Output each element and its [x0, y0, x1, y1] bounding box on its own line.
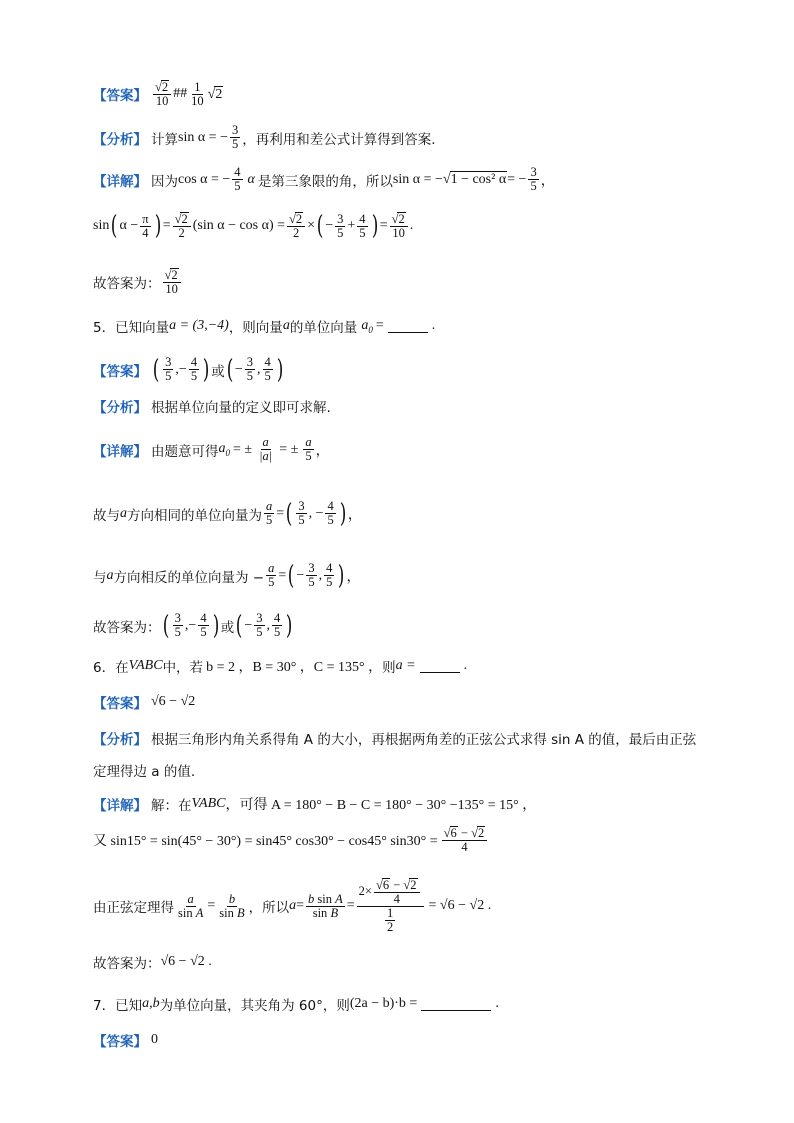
text: 解：在	[151, 798, 192, 814]
conclusion-text: 故答案为：	[93, 276, 161, 293]
math-expr: ×	[307, 218, 316, 234]
math-expr: (sin α − cos α) =	[192, 218, 286, 234]
analysis-text: 根据单位向量的定义即可求解.	[151, 400, 331, 416]
math-expr: VABC	[128, 658, 163, 673]
punctuation: .	[431, 318, 436, 333]
answer-blank	[421, 998, 491, 1011]
q5-conclusion-line: 故答案为： ( $\frac{3}{5}$ ,− $\frac{4}{5}$ ) 或 ( − $\frac{3}{5}$ , $\frac{4}{5}$ )	[93, 610, 293, 641]
q6-analysis-line-2	[93, 760, 195, 780]
q5-stem-line: 5．已知向量 a = (3,−4) ，则向量 a 的单位向量 $a_0$ = .	[93, 317, 436, 336]
fraction: $\frac{√2}{10}$	[163, 268, 181, 296]
question-text: 7．已知	[93, 998, 143, 1014]
answer-blank	[420, 660, 460, 673]
q4-conclusion-line	[93, 268, 183, 296]
q6-detail-line	[93, 794, 536, 814]
math-expr: sin	[93, 218, 110, 234]
fraction: $\frac{3}{5}$	[530, 165, 537, 194]
answer-blank	[388, 320, 428, 333]
fraction: $\frac{1}{10}$	[191, 79, 204, 108]
question-text: 中，若	[162, 660, 204, 676]
question-text: ，则向量	[228, 320, 283, 336]
q5-detail-line: 【详解】 由题意可得 $a_0$ = ± $\frac{a}{|a|}$ = ± $\frac{a}{5}$ ，	[93, 435, 330, 464]
radical: √2	[207, 86, 223, 102]
question-text: 的单位向量	[289, 320, 358, 336]
conclusion-value: √6 − √2 .	[160, 954, 212, 969]
text: 由正弦定理得	[93, 900, 174, 917]
analysis-tag: 【分析】	[93, 131, 147, 148]
text: 计算	[151, 131, 178, 148]
question-text: 5．已知向量	[93, 320, 170, 336]
q6-analysis-line	[93, 728, 696, 748]
q4-detail-line: 【详解】 因为 cos α = − $\frac{4}{5}$ α 是第三象限的角，所以 sin α = − √1 − cos² α = − $\frac{3}{5}$ ，	[93, 165, 555, 194]
text: 是第三象限的角，所以	[257, 173, 393, 190]
fraction: $\frac{\pi}{4}$	[142, 211, 149, 240]
q6-answer-line	[93, 692, 195, 712]
math-expr: = ±	[233, 441, 253, 457]
q7-answer-line	[93, 1030, 158, 1050]
question-text: 则	[382, 660, 396, 676]
text: 因为	[151, 173, 178, 190]
math-expr: b = 2 ，B = 30° ，C = 135° ，	[206, 660, 383, 675]
analysis-text: 定理得边 a 的值.	[93, 764, 196, 780]
q6-stem-line	[93, 656, 467, 676]
math-expr: sin α = −	[178, 129, 228, 145]
text: 方向相同的单位向量为	[127, 507, 262, 524]
punctuation: .	[495, 996, 499, 1011]
q6-detail-line-3: 由正弦定理得 $\frac{a}{\text{sin A}}$ = $\frac{b}{\text{sin B}}$ ，所以 a = $\frac{\text{b sin A}}{\text{sin B}}$ = 2× $\frac{√6 - √2}{4}$ $\frac{1}{2}$ = √6 − √2 .	[93, 878, 492, 935]
detail-tag: 【详解】	[93, 173, 147, 190]
q5-answer-line: 【答案】 ( $\frac{3}{5}$ ,− $\frac{4}{5}$ ) 或 ( − $\frac{3}{5}$ , $\frac{4}{5}$ )	[93, 354, 284, 385]
q4-derivation-line: sin ( α − $\frac{\pi}{4}$ ) = $\frac{√2}{2}$ (sin α − cos α) = $\frac{√2}{2}$ × ( − $\frac{3}{5}$ + $\frac{4}{5}$ ) = $\frac{√2}{10}$ .	[93, 211, 414, 242]
fraction: $\frac{√2}{2}$	[173, 212, 191, 240]
answer-tag: 【答案】	[93, 88, 147, 105]
answer-tag: 【答案】	[93, 1034, 147, 1050]
fraction: $\frac{√2}{10}$	[153, 80, 171, 108]
detail-tag: 【详解】	[93, 443, 147, 460]
conclusion-text: 故答案为：	[93, 956, 161, 972]
q7-stem-line: 7．已知 a,b 为单位向量，其夹角为 60°，则 (2a − b)·b = .	[93, 996, 499, 1014]
math-expr: α −	[119, 218, 139, 234]
fraction: $\frac{√2}{10}$	[390, 212, 408, 240]
text: 与	[93, 569, 107, 586]
math-expr: cos α = −	[178, 171, 231, 187]
math-expr: =	[379, 218, 388, 234]
or-word: 或	[211, 363, 225, 380]
math-expr: VABC	[191, 796, 226, 811]
q5-opposite-direction-line: 与 a 方向相反的单位向量为 − $\frac{a}{5}$ = ( − $\frac{3}{5}$ , $\frac{4}{5}$ ) ，	[93, 560, 361, 591]
q4-answer-line	[93, 80, 223, 108]
q5-analysis-line	[93, 396, 331, 416]
radicand: 1 − cos² α	[450, 172, 507, 188]
text: ，所以	[248, 900, 290, 917]
q6-conclusion-line	[93, 952, 212, 972]
math-expr: ，可得 A = 180° − B − C = 180° − 30° −135° = 15° ，	[225, 798, 537, 813]
fraction: $\frac{3}{5}$	[231, 123, 239, 152]
math-expr: a = (3,−4)	[169, 318, 229, 333]
math-expr: sin α = −	[392, 171, 443, 187]
q5-same-direction-line: 故与 a 方向相同的单位向量为 $\frac{a}{5}$ = ( $\frac{3}{5}$ , − $\frac{4}{5}$ ) ，	[93, 498, 362, 529]
math-expr: a =	[395, 658, 416, 673]
or-word: 或	[220, 619, 235, 636]
text: 由题意可得	[151, 443, 219, 460]
math-expr: = −	[507, 171, 527, 187]
math-expr: =	[375, 318, 384, 333]
math-expr: 又 sin15° = sin(45° − 30°) = sin45° cos30° − cos45° sin30° =	[93, 834, 438, 850]
analysis-text: 根据三角形内角关系得角 A 的大小，再根据两角差的正弦公式求得 sin A 的值，最后由正弦	[151, 732, 697, 748]
analysis-tag: 【分析】	[93, 732, 147, 748]
text: ，再利用和差公式计算得到答案.	[242, 131, 436, 148]
fraction: $\frac{4}{5}$	[234, 165, 241, 194]
detail-tag: 【详解】	[93, 798, 147, 814]
math-expr: = √6 − √2 .	[428, 898, 492, 914]
punctuation: .	[463, 658, 468, 673]
answer-tag: 【答案】	[93, 696, 147, 712]
answer-tag: 【答案】	[93, 363, 147, 380]
conclusion-text: 故答案为：	[93, 619, 161, 636]
analysis-tag: 【分析】	[93, 400, 147, 416]
text: 方向相反的单位向量为 −	[113, 569, 265, 586]
text: 故与	[93, 507, 120, 524]
answer-value: √6 − √2	[151, 694, 196, 709]
question-text: 为单位向量，其夹角为 60°，则	[159, 998, 350, 1014]
question-text: 6．在	[93, 660, 129, 676]
math-expr: = ±	[279, 441, 299, 457]
separator: ##	[173, 86, 188, 102]
fraction: $\frac{√2}{2}$	[287, 212, 305, 240]
q6-detail-line-2: 又 sin15° = sin(45° − 30°) = sin45° cos30° − cos45° sin30° = $\frac{√6 - √2}{4}$	[93, 826, 489, 854]
answer-value: 0	[151, 1032, 158, 1047]
q4-analysis-line	[93, 124, 436, 151]
math-expr: (2a − b)·b =	[349, 996, 418, 1011]
